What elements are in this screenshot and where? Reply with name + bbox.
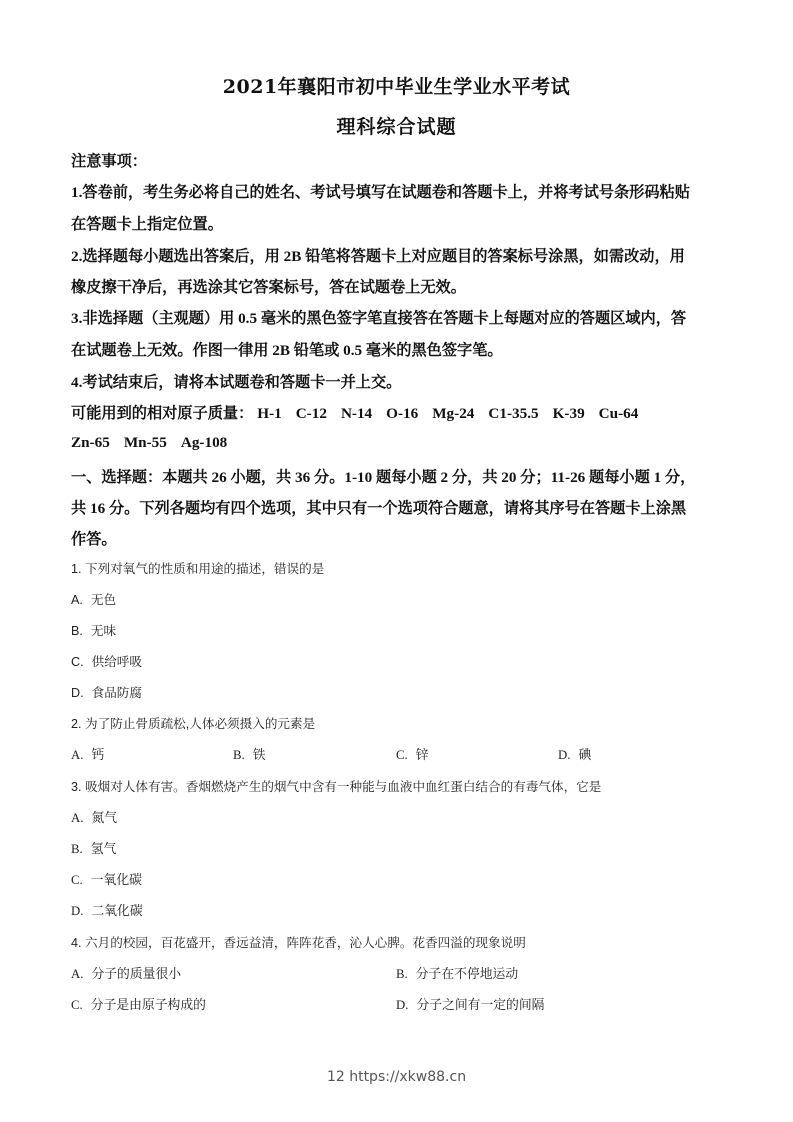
mass-cu: Cu-64 [598, 405, 639, 422]
mass-mg: Mg-24 [432, 405, 475, 422]
mass-n: N-14 [340, 405, 373, 422]
question-4-option-c[interactable]: C. 分子是由原子构成的 [71, 998, 206, 1012]
atomic-masses-label: 可能用到的相对原子质量： [71, 405, 254, 422]
question-1-option-a[interactable]: A. 无色 [71, 593, 117, 607]
note-2-line-2: 橡皮擦干净后，再选涂其它答案标号，答在试题卷上无效。 [71, 279, 466, 296]
atomic-masses-row-2 [71, 434, 241, 452]
question-3-option-c[interactable]: C. 一氧化碳 [71, 873, 142, 887]
page-footer: 12 https://xkw88.cn [326, 1069, 467, 1085]
mass-mn: Mn-55 [123, 434, 167, 451]
note-2-line-1: 2.选择题每小题选出答案后，用 2B 铅笔将答题卡上对应题目的答案标号涂黑，如需改动，用 [71, 248, 685, 265]
question-1-option-c[interactable]: C. 供给呼吸 [71, 655, 142, 669]
exam-subtitle: 理科综合试题 [336, 116, 457, 138]
question-2-option-a[interactable]: A. 钙 [71, 748, 105, 762]
question-4-option-d[interactable]: D. 分子之间有一定的间隔 [396, 998, 545, 1012]
mass-zn: Zn-65 [71, 434, 110, 451]
section-1-line-1: 一、选择题：本题共 26 小题，共 36 分。1-10 题每小题 2 分，共 20 分；11-26 题每小题 1 分， [71, 469, 696, 486]
question-1-option-b[interactable]: B. 无味 [71, 624, 117, 638]
note-1-line-1: 1.答卷前，考生务必将自己的姓名、考试号填写在试题卷和答题卡上，并将考试号条形码粘贴 [71, 184, 690, 201]
question-1-stem: 1. 下列对氧气的性质和用途的描述，错误的是 [71, 562, 325, 576]
question-3-stem: 3. 吸烟对人体有害。香烟燃烧产生的烟气中含有一种能与血液中血红蛋白结合的有毒气体，它是 [71, 780, 602, 794]
note-4: 4.考试结束后，请将本试题卷和答题卡一并上交。 [71, 374, 402, 391]
question-2-stem: 2. 为了防止骨质疏松,人体必须摄入的元素是 [71, 717, 316, 731]
question-3-option-a[interactable]: A. 氮气 [71, 811, 118, 825]
exam-title: 2021年襄阳市初中毕业生学业水平考试 [222, 76, 571, 98]
note-3-line-2: 在试题卷上无效。作图一律用 2B 铅笔或 0.5 毫米的黑色签字笔。 [71, 342, 503, 359]
mass-h: H-1 [257, 405, 282, 422]
question-4-option-b[interactable]: B. 分子在不停地运动 [396, 967, 519, 981]
note-1-line-2: 在答题卡上指定位置。 [71, 216, 223, 233]
question-1-option-d[interactable]: D. 食品防腐 [71, 686, 142, 700]
notes-heading: 注意事项： [71, 153, 147, 170]
section-1-line-3: 作答。 [71, 531, 117, 548]
mass-cl: C1-35.5 [488, 405, 539, 422]
section-1-line-2: 共 16 分。下列各题均有四个选项，其中只有一个选项符合题意，请将其序号在答题卡上涂黑 [71, 500, 687, 517]
mass-ag: Ag-108 [180, 434, 228, 451]
atomic-masses-row-1 [71, 402, 652, 423]
mass-o: O-16 [386, 405, 419, 422]
question-2-option-b[interactable]: B. 铁 [233, 748, 266, 762]
question-2-option-c[interactable]: C. 锌 [396, 748, 429, 762]
question-4-option-a[interactable]: A. 分子的质量很小 [71, 967, 182, 981]
question-3-option-b[interactable]: B. 氢气 [71, 842, 117, 856]
question-2-option-d[interactable]: D. 碘 [558, 748, 592, 762]
note-3-line-1: 3.非选择题（主观题）用 0.5 毫米的黑色签字笔直接答在答题卡上每题对应的答题区域内，答 [71, 310, 687, 327]
question-3-option-d[interactable]: D. 二氧化碳 [71, 904, 143, 918]
question-4-stem: 4. 六月的校园，百花盛开，香远益清，阵阵花香，沁人心脾。花香四溢的现象说明 [71, 936, 526, 950]
mass-c: C-12 [295, 405, 327, 422]
mass-k: K-39 [552, 405, 585, 422]
